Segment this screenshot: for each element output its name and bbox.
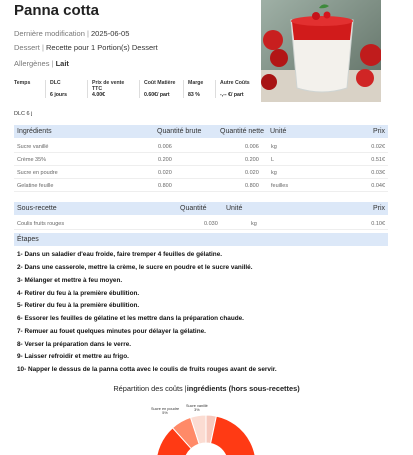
category-label: Dessert <box>14 43 40 52</box>
subrecipe-name: Coulis fruits rouges <box>17 221 65 227</box>
ingredient-name: Crème 35% <box>17 157 47 163</box>
price: 0.51€ <box>371 157 385 163</box>
separator: | <box>41 43 44 52</box>
price: 0.02€ <box>371 144 385 150</box>
ingredient-row <box>14 140 388 153</box>
net-qty: 0.020 <box>245 170 259 176</box>
ingredient-name: Sucre en poudre <box>17 170 58 176</box>
allergens-label: Allergènes <box>14 59 50 68</box>
unit: feuilles <box>271 183 289 189</box>
ingredient-row <box>14 153 388 166</box>
col-unit: Unité <box>270 128 287 135</box>
col-net-qty: Quantité nette <box>220 128 264 135</box>
step-item: 9- Laisser refroidir et mettre au frigo. <box>17 353 129 360</box>
step-item: 7- Remuer au fouet quelques minutes pour délayer la gélatine. <box>17 328 206 335</box>
info-header: Coût Matière <box>144 80 176 86</box>
pie-label-pct: 5% <box>162 411 168 415</box>
info-col-cost <box>144 80 184 98</box>
gross-qty: 0.200 <box>158 157 172 163</box>
info-value: 4.00€ <box>92 92 105 98</box>
pie-label-name: Sucre en poudre <box>151 407 180 411</box>
chart-title-text: Répartition des coûts | <box>113 384 187 393</box>
pie-slice <box>156 416 256 455</box>
gross-qty: 0.020 <box>158 170 172 176</box>
step-item: 10- Napper le dessus de la panna cotta avec le coulis de fruits rouges avant de servir. <box>17 366 277 373</box>
info-header: Prix de vente TTC <box>92 80 125 92</box>
step-item: 4- Retirer du feu à la première ébullition. <box>17 290 140 297</box>
col-price: Prix <box>372 205 385 212</box>
pie-label-sugar <box>151 407 179 415</box>
pie-slice <box>191 415 206 444</box>
dlc-note: DLC 6 j <box>14 111 33 117</box>
info-header: DLC <box>50 80 61 86</box>
last-modified-value: 2025-06-05 <box>91 29 130 38</box>
info-header: Autre Coûts <box>220 80 250 86</box>
col-unit: Unité <box>226 205 243 212</box>
separator: | <box>86 29 89 38</box>
pie-slice <box>173 417 200 448</box>
recipe-photo <box>261 0 381 102</box>
panna-cotta-image <box>261 0 381 102</box>
step-item: 5- Retirer du feu à la première ébullition. <box>17 302 140 309</box>
pie-slice <box>206 415 216 443</box>
net-qty: 0.006 <box>245 144 259 150</box>
category-line <box>14 43 158 52</box>
pie-label-pct: 3% <box>194 408 200 412</box>
info-col-margin <box>188 80 216 98</box>
yield-text: Recette pour 1 Portion(s) Dessert <box>45 43 158 52</box>
pie-label-name: Sucre vanillé <box>186 404 208 408</box>
subrecipe-row <box>14 217 388 230</box>
steps-header <box>14 233 388 246</box>
info-value: 0.60€/ part <box>144 92 170 98</box>
net-qty: 0.200 <box>245 157 259 163</box>
gross-qty: 0.800 <box>158 183 172 189</box>
unit: kg <box>271 144 277 150</box>
col-quantity: Quantité <box>180 205 207 212</box>
unit: kg <box>271 170 277 176</box>
info-col-price <box>92 80 140 98</box>
ingredient-name: Sucre vanillé <box>17 144 49 150</box>
unit: kg <box>251 221 257 227</box>
last-modified-line <box>14 29 129 38</box>
ingredient-row <box>14 166 388 179</box>
ingredient-row <box>14 179 388 192</box>
col-ingredient: Ingrédients <box>17 128 52 135</box>
step-item: 1- Dans un saladier d'eau froide, faire tremper 4 feuilles de gélatine. <box>17 251 223 258</box>
step-item: 2- Dans une casserole, mettre la crème, le sucre en poudre et le sucre vanillé. <box>17 264 253 271</box>
info-header: Temps <box>14 80 31 86</box>
info-header: Marge <box>188 80 204 86</box>
chart-title <box>0 384 413 393</box>
pie-label-vanilla <box>186 404 208 412</box>
ingredients-header <box>14 125 388 138</box>
col-subrecipe: Sous-recette <box>17 205 57 212</box>
info-value: 6 jours <box>50 92 68 98</box>
info-value: -,-- €/ part <box>220 92 244 98</box>
unit: L <box>271 157 275 163</box>
step-item: 3- Mélanger et mettre à feu moyen. <box>17 277 123 284</box>
gross-qty: 0.006 <box>158 144 172 150</box>
step-item: 6- Essorer les feuilles de gélatine et les mettre dans la préparation chaude. <box>17 315 244 322</box>
price: 0.03€ <box>371 170 385 176</box>
subrecipes-header <box>14 202 388 215</box>
info-col-time <box>14 80 46 98</box>
net-qty: 0.800 <box>245 183 259 189</box>
quantity: 0.030 <box>204 221 218 227</box>
allergens-value: Lait <box>55 59 69 68</box>
ingredient-name: Gelatine feuille <box>17 183 54 189</box>
info-col-dlc <box>50 80 88 98</box>
info-col-other <box>220 80 260 98</box>
info-value: 83 % <box>188 92 200 98</box>
price: 0.04€ <box>371 183 385 189</box>
price: 0.10€ <box>371 221 385 227</box>
last-modified-label: Dernière modification <box>14 29 85 38</box>
col-gross-qty: Quantité brute <box>157 128 202 135</box>
chart-title-bold: ingrédients (hors sous-recettes) <box>186 384 300 393</box>
steps-title: Étapes <box>17 236 39 243</box>
info-table <box>14 80 264 98</box>
col-price: Prix <box>372 128 385 135</box>
separator: | <box>51 59 54 68</box>
recipe-title: Panna cotta <box>14 2 100 19</box>
step-item: 8- Verser la préparation dans le verre. <box>17 341 132 348</box>
allergens-line <box>14 59 69 68</box>
